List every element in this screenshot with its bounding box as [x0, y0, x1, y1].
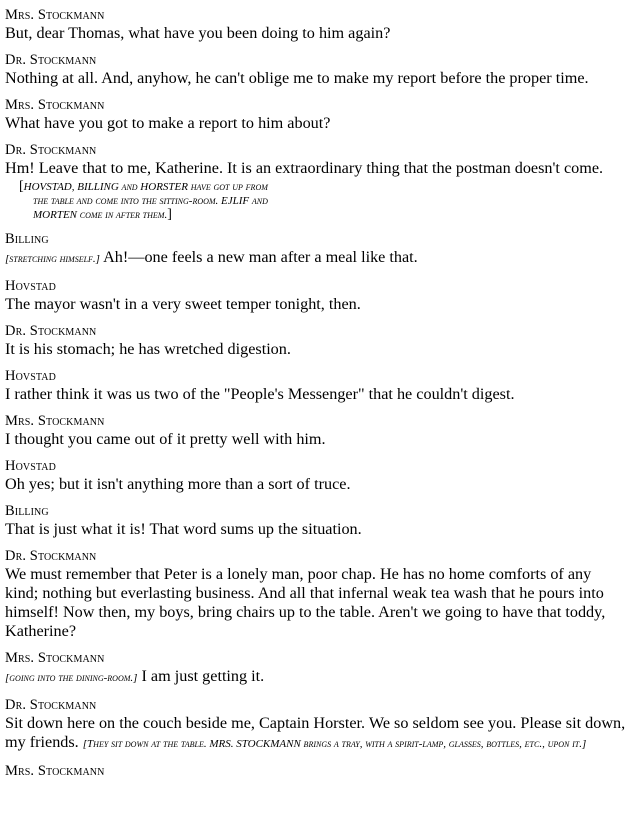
speaker-name: Billing: [5, 503, 49, 519]
dialogue-entry: [5, 457, 630, 494]
dialogue-entry: [5, 502, 630, 539]
stage-direction: [They sit down at the table. MRS. STOCKMANN brings a tray, with a spirit-lamp, glasses, bottles, etc., upon it.]: [82, 738, 587, 750]
speaker-name: Mrs. Stockmann: [5, 763, 105, 779]
dialogue-line: Ah!—one feels a new man after a meal like that.: [99, 248, 418, 266]
dialogue-line: What have you got to make a report to him about?: [5, 114, 331, 132]
speaker-name: Mrs. Stockmann: [5, 97, 105, 113]
dialogue-line: It is his stomach; he has wretched digestion.: [5, 340, 291, 358]
dialogue-line: I thought you came out of it pretty well with him.: [5, 430, 326, 448]
dialogue-line: Nothing at all. And, anyhow, he can't oblige me to make my report before the proper time.: [5, 69, 589, 87]
dialogue-entry: [5, 547, 630, 641]
dialogue-line: Sit down here on the couch beside me, Captain Horster. We so seldom see you. Please sit down, my friends.: [5, 714, 626, 751]
dialogue-line-wrap: [5, 714, 627, 754]
stage-direction-line-wrap: [19, 208, 309, 222]
dialogue-entry: [5, 696, 630, 754]
dialogue-line: Hm! Leave that to me, Katherine. It is an extraordinary thing that the postman doesn't come.: [5, 159, 604, 177]
speaker-name: Dr. Stockmann: [5, 142, 97, 158]
speaker-name: Hovstad: [5, 368, 56, 384]
speaker-name: Mrs. Stockmann: [5, 650, 105, 666]
dialogue-line: I rather think it was us two of the "People's Messenger" that he couldn't digest.: [5, 385, 515, 403]
speaker-name: Billing: [5, 231, 49, 247]
stage-direction-close: ]: [167, 207, 172, 222]
dialogue-entry: [5, 412, 630, 449]
dialogue-line: That is just what it is! That word sums up the situation.: [5, 520, 362, 538]
dialogue-entry: [5, 277, 630, 314]
speaker-name: Mrs. Stockmann: [5, 413, 105, 429]
speaker-name: Hovstad: [5, 458, 56, 474]
speaker-name: Hovstad: [5, 278, 56, 294]
speaker-name: Mrs. Stockmann: [5, 7, 105, 23]
speaker-name: Dr. Stockmann: [5, 548, 97, 564]
dialogue-line: I am just getting it.: [137, 667, 265, 685]
stage-direction-line: the table and come into the sitting-room. EJLIF and: [33, 195, 268, 207]
dialogue-entry: [5, 141, 630, 222]
dialogue-entry: [5, 762, 630, 780]
dialogue-entry: [5, 230, 630, 269]
dialogue-entry: [5, 51, 630, 88]
dialogue-entry: [5, 96, 630, 133]
dialogue-line: The mayor wasn't in a very sweet temper tonight, then.: [5, 295, 361, 313]
speaker-name: Dr. Stockmann: [5, 52, 97, 68]
stage-direction-open: [: [19, 179, 24, 194]
dialogue-entry: [5, 649, 630, 688]
dialogue-line-wrap: [5, 667, 627, 688]
stage-direction: [going into the dining-room.]: [5, 672, 138, 684]
stage-direction: [stretching himself.]: [5, 253, 100, 265]
dialogue-entry: [5, 322, 630, 359]
stage-direction: [19, 180, 309, 222]
dialogue-line-wrap: [5, 248, 627, 269]
dialogue-line: But, dear Thomas, what have you been doing to him again?: [5, 24, 391, 42]
dialogue-line: We must remember that Peter is a lonely man, poor chap. He has no home comforts of any kind; nothing but everlasting business. And all that infernal weak tea wash that he pours into himself! Now then, my boys, bring chairs up to the table. Aren't we going to have that toddy, Katherine?: [5, 565, 606, 640]
dialogue-entry: [5, 6, 630, 43]
stage-direction-line: HOVSTAD, BILLING and HORSTER have got up from: [23, 181, 268, 193]
dialogue-line: Oh yes; but it isn't anything more than a sort of truce.: [5, 475, 351, 493]
speaker-name: Dr. Stockmann: [5, 697, 97, 713]
dialogue-entry: [5, 367, 630, 404]
speaker-name: Dr. Stockmann: [5, 323, 97, 339]
stage-direction-line: MORTEN come in after them.: [33, 209, 168, 221]
